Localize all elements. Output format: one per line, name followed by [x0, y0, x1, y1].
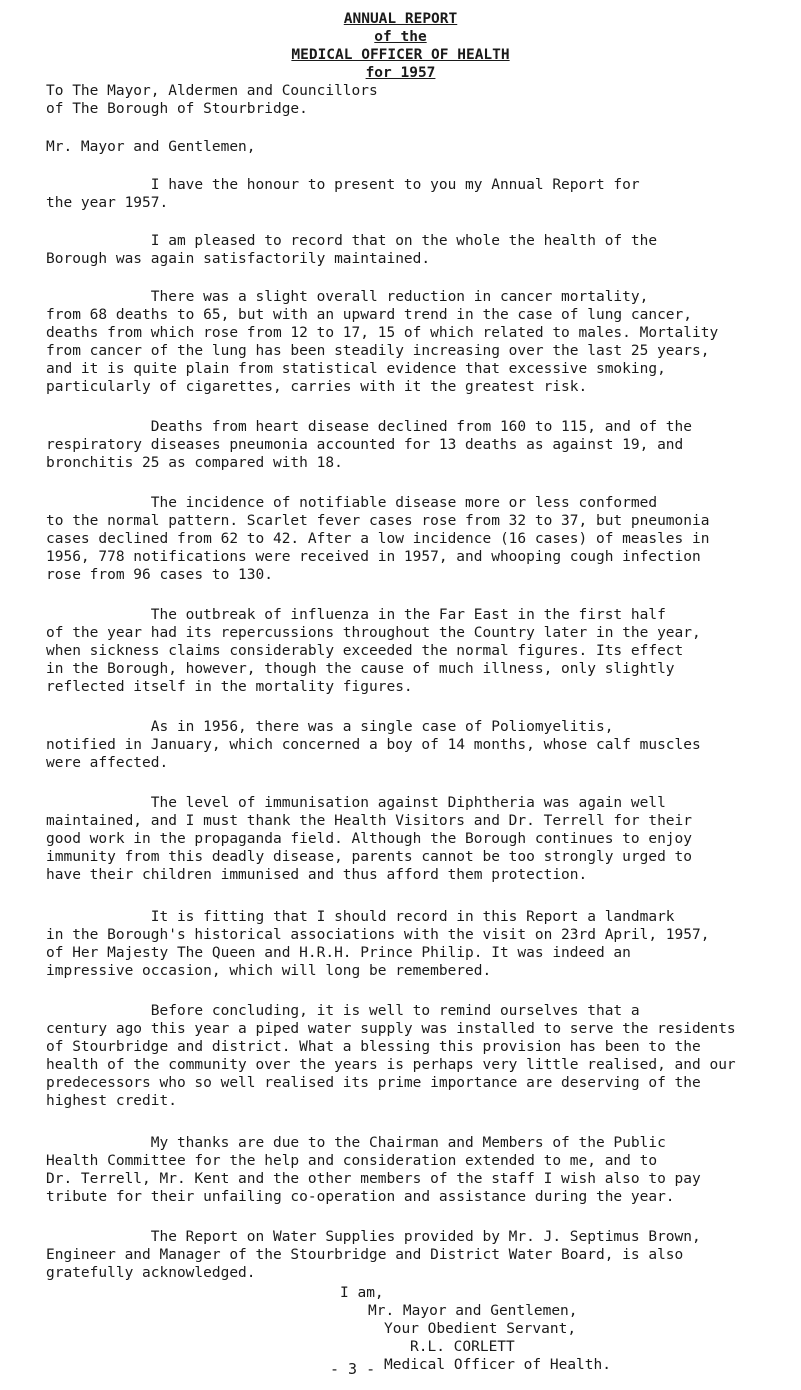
closing-i-am: I am, [340, 1285, 384, 1301]
paragraph-poliomyelitis: As in 1956, there was a single case of Poliomyelitis, notified in January, which concerned a boy of 14 months, whose calf muscles were affected. [46, 719, 701, 771]
report-title: ANNUAL REPORT [343, 11, 458, 27]
paragraph-thanks: My thanks are due to the Chairman and Members of the Public Health Committee for the help and consideration extended to me, and to Dr. Terrell, Mr. Kent and the other members of the staff I wish also to pay tribute for their unfailing co-operation and assistance during the year. [46, 1135, 701, 1205]
paragraph-heart-disease: Deaths from heart disease declined from 160 to 115, and of the respiratory diseases pneumonia accounted for 13 deaths as against 19, and bronchitis 25 as compared with 18. [46, 419, 693, 471]
paragraph-diphtheria: The level of immunisation against Diphtheria was again well maintained, and I must thank the Health Visitors and Dr. Terrell for their good work in the propaganda field. Although the Borough continues to enjoy immunity from this deadly disease, parents cannot be too strongly urged to have their children immunised and thus afford them protection. [46, 795, 693, 883]
paragraph-water-supply: Before concluding, it is well to remind ourselves that a century ago this year a piped water supply was installed to serve the residents of Stourbridge and district. What a blessing this provision has been to the health of the community over the years is perhaps very little realised, and our predecessors who so well realised its prime importance are deserving of the highest credit. [46, 1003, 736, 1109]
paragraph-intro: I have the honour to present to you my Annual Report for the year 1957. [46, 177, 640, 211]
paragraph-influenza: The outbreak of influenza in the Far East in the first half of the year had its repercussions throughout the Country later in the year, when sickness claims considerably exceeded the normal figures. Its effect in the Borough, however, though the cause of much illness, only slightly reflected itself in the mortality figures. [46, 607, 701, 695]
paragraph-notifiable-disease: The incidence of notifiable disease more or less conformed to the normal pattern. Scarlet fever cases rose from 32 to 37, but pneumonia cases declined from 62 to 42. After a low incidence (16 cases) of measles in 1956, 778 notifications were received in 1957, and whooping cough infection rose from 96 cases to 130. [46, 495, 710, 583]
page-number: - 3 - [330, 1360, 376, 1378]
address-line-1: To The Mayor, Aldermen and Councillors [46, 83, 378, 99]
paragraph-health: I am pleased to record that on the whole the health of the Borough was again satisfactorily maintained. [46, 233, 658, 267]
report-title-of: of the [374, 29, 427, 45]
salutation: Mr. Mayor and Gentlemen, [46, 139, 256, 155]
paragraph-royal-visit: It is fitting that I should record in this Report a landmark in the Borough's historical associations with the visit on 23rd April, 1957, of Her Majesty The Queen and H.R.H. Prince Philip. It was indeed an impressive occasion, which will long be remembered. [46, 909, 710, 979]
signatory-name: R.L. CORLETT [410, 1339, 515, 1355]
paragraph-water-report: The Report on Water Supplies provided by Mr. J. Septimus Brown, Engineer and Manager of the Stourbridge and District Water Board, is also gratefully acknowledged. [46, 1229, 701, 1281]
signatory-title: Medical Officer of Health. [384, 1357, 611, 1373]
closing-salutation: Mr. Mayor and Gentlemen, [368, 1303, 578, 1319]
closing-servant: Your Obedient Servant, [384, 1321, 577, 1337]
address-line-2: of The Borough of Stourbridge. [46, 101, 308, 117]
report-title-year: for 1957 [365, 65, 436, 81]
paragraph-cancer: There was a slight overall reduction in cancer mortality, from 68 deaths to 65, but with an upward trend in the case of lung cancer, deaths from which rose from 12 to 17, 15 of which related to males. Mortality from cancer of the lung has been steadily increasing over the last 25 years, and it is quite plain from statistical evidence that excessive smoking, particularly of cigarettes, carries with it the greatest risk. [46, 289, 719, 395]
report-title-officer: MEDICAL OFFICER OF HEALTH [291, 47, 510, 63]
